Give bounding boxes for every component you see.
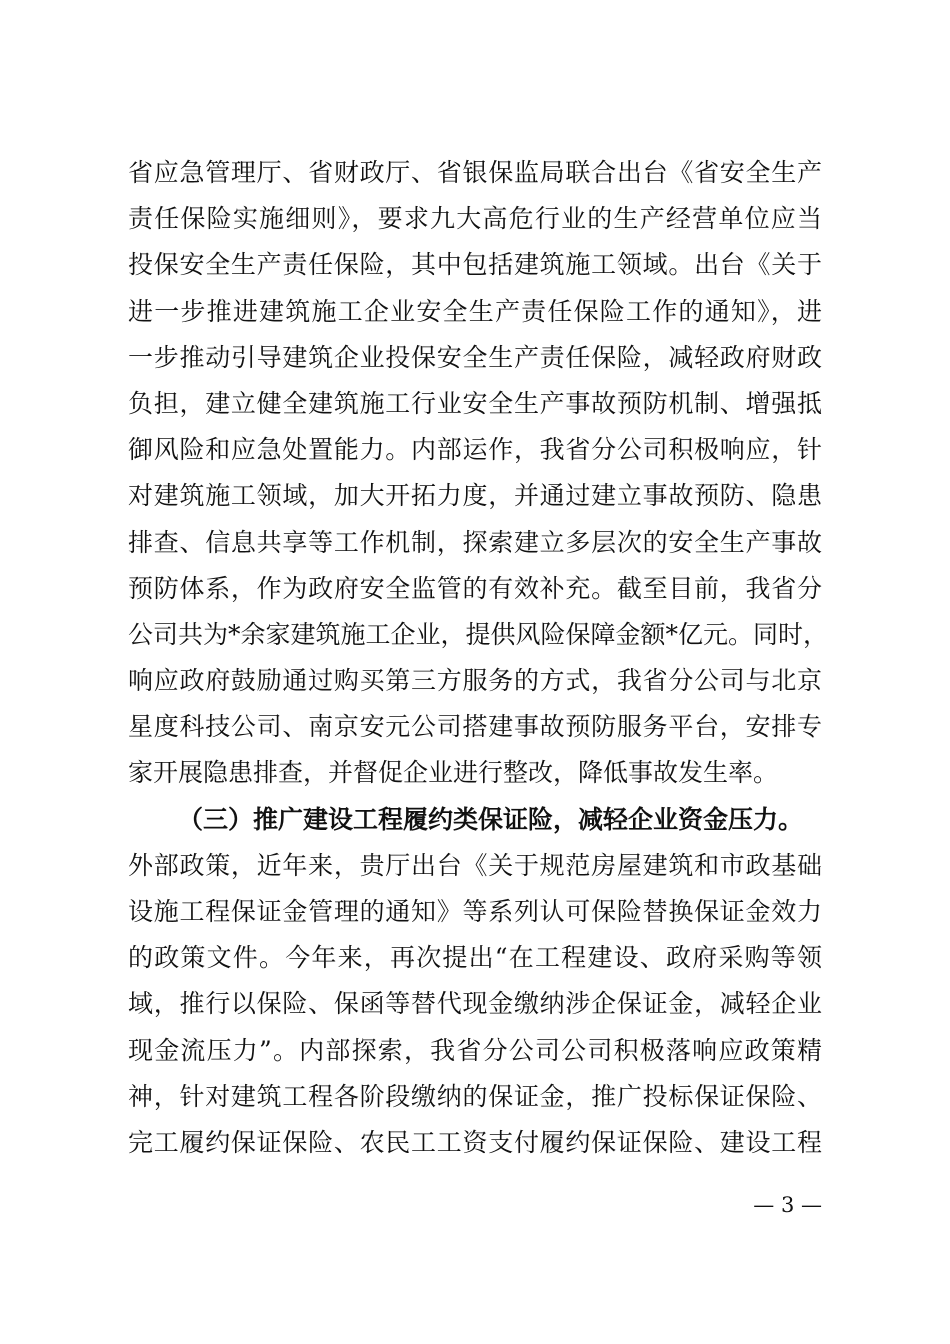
text-line: 域，推行以保险、保函等替代现金缴纳涉企保证金，减轻企业 (128, 989, 822, 1019)
text-line: 责任保险实施细则》，要求九大高危行业的生产经营单位应当 (128, 204, 822, 234)
text-line: 进一步推进建筑施工企业安全生产责任保险工作的通知》，进 (128, 296, 822, 326)
section-heading: （三）推广建设工程履约类保证险，减轻企业资金压力。 (178, 804, 804, 834)
paragraph (128, 150, 829, 797)
text-line: 的政策文件。今年来，再次提出“在工程建设、政府采购等领 (128, 943, 822, 973)
text-line: 神，针对建筑工程各阶段缴纳的保证金，推广投标保证保险、 (128, 1081, 822, 1111)
text-line: 响应政府鼓励通过购买第三方服务的方式，我省分公司与北京 (128, 666, 822, 696)
text-line: 御风险和应急处置能力。内部运作，我省分公司积极响应，针 (128, 435, 822, 465)
text-line: 公司共为*余家建筑施工企业，提供风险保障金额*亿元。同时， (128, 619, 829, 649)
page-number: — 3 — (753, 1193, 822, 1217)
text-line: 一步推动引导建筑企业投保安全生产责任保险，减轻政府财政 (128, 342, 822, 372)
body-text (128, 150, 829, 1166)
text-line: 星度科技公司、南京安元公司搭建事故预防服务平台，安排专 (128, 712, 822, 742)
section-three (128, 797, 822, 1167)
text-line: 完工履约保证保险、农民工工资支付履约保证保险、建设工程 (128, 1127, 822, 1157)
text-line: 外部政策，近年来，贵厅出台《关于规范房屋建筑和市政基础 (128, 850, 822, 880)
text-line: 排查、信息共享等工作机制，探索建立多层次的安全生产事故 (128, 527, 822, 557)
text-line: 投保安全生产责任保险，其中包括建筑施工领域。出台《关于 (128, 250, 822, 280)
text-line: 预防体系，作为政府安全监管的有效补充。截至目前，我省分 (128, 573, 822, 603)
text-line: 设施工程保证金管理的通知》等系列认可保险替换保证金效力 (128, 897, 822, 926)
text-line: 现金流压力”。内部探索，我省分公司公司积极落响应政策精 (128, 1035, 822, 1065)
text-line: 对建筑施工领域，加大开拓力度，并通过建立事故预防、隐患 (128, 481, 822, 511)
text-line: 负担，建立健全建筑施工行业安全生产事故预防机制、增强抵 (128, 388, 822, 418)
text-line: 省应急管理厅、省财政厅、省银保监局联合出台《省安全生产 (128, 158, 822, 187)
text-line: 家开展隐患排查，并督促企业进行整改，降低事故发生率。 (128, 758, 779, 788)
